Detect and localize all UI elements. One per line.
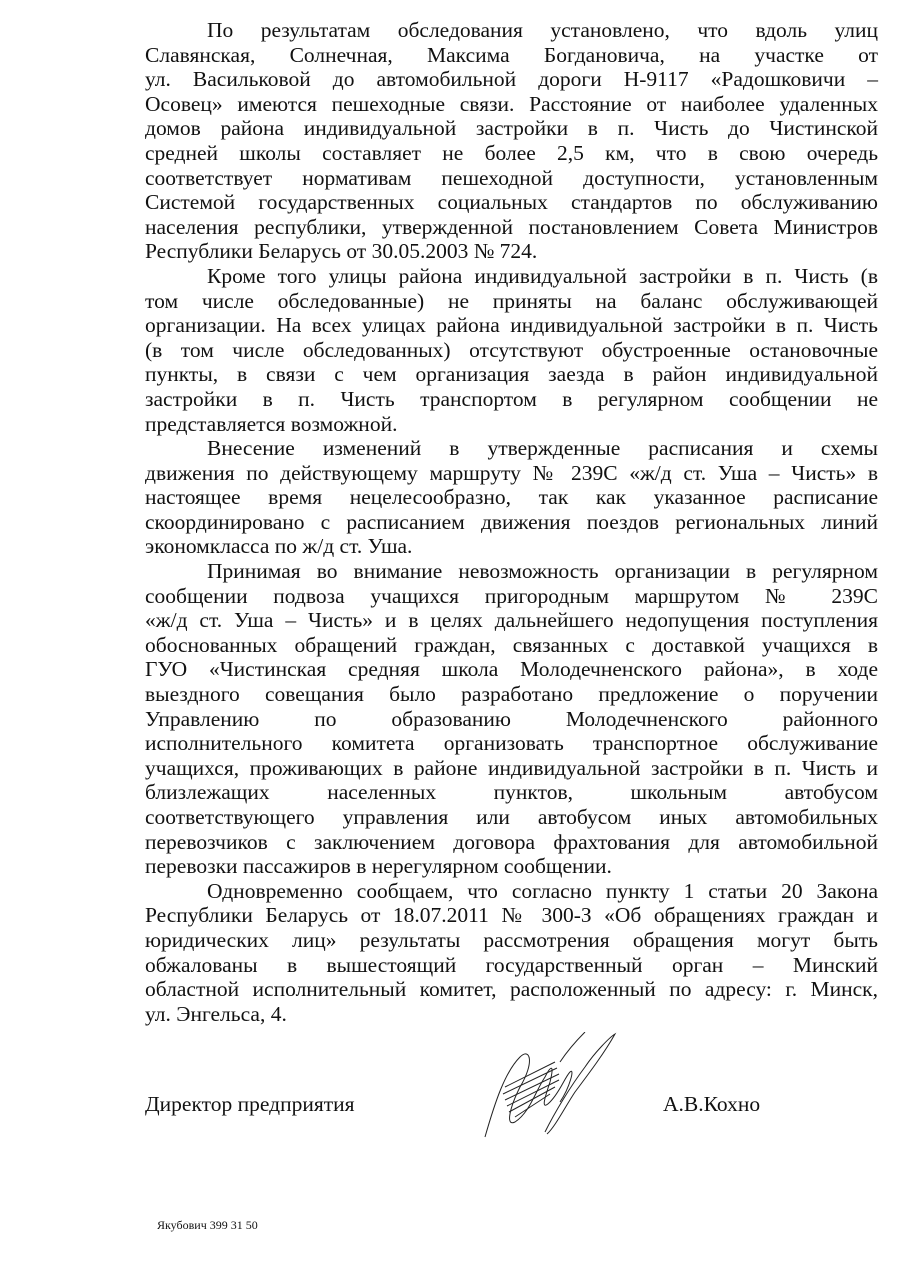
text-line: Осовец» имеются пешеходные связи. Расстояние от наиболее удаленных xyxy=(145,91,878,116)
executor-contact: Якубович 399 31 50 xyxy=(157,1218,258,1232)
text-line: представляется возможной. xyxy=(145,411,398,436)
text-line: том числе обследованные) не приняты на баланс обслуживающей xyxy=(145,288,878,313)
signatory-name: А.В.Кохно xyxy=(663,1092,761,1116)
text-line: Системой государственных социальных стандартов по обслуживанию xyxy=(145,190,878,215)
text-line: скоординировано с расписанием движения поездов региональных линий xyxy=(145,509,878,534)
text-line: областной исполнительный комитет, расположенный по адресу: г. Минск, xyxy=(145,977,878,1002)
text-line: Кроме того улицы района индивидуальной застройки в п. Чисть (в xyxy=(207,263,878,288)
text-line: перевозчиков с заключением договора фрахтования для автомобильной xyxy=(145,829,878,854)
text-line: обжалованы в вышестоящий государственный орган – Минский xyxy=(145,952,878,977)
text-line: ул. Энгельса, 4. xyxy=(145,1001,287,1026)
text-line: ГУО «Чистинская средняя школа Молодечненского района», в ходе xyxy=(145,657,878,682)
text-line: Республики Беларусь от 18.07.2011 № 300-З «Об обращениях граждан и xyxy=(145,903,878,928)
text-line: Принимая во внимание невозможность организации в регулярном xyxy=(207,559,878,584)
text-line: Республики Беларусь от 30.05.2003 № 724. xyxy=(145,239,538,264)
text-line: (в том числе обследованных) отсутствуют обустроенные остановочные xyxy=(145,337,878,362)
text-line: соответствует нормативам пешеходной доступности, установленным xyxy=(145,165,878,190)
text-line: По результатам обследования установлено, что вдоль улиц xyxy=(207,18,878,42)
text-line: Внесение изменений в утвержденные расписания и схемы xyxy=(207,436,878,461)
text-line: Одновременно сообщаем, что согласно пункту 1 статьи 20 Закона xyxy=(207,878,878,903)
text-line: движения по действующему маршруту № 239С «ж/д ст. Уша – Чисть» в xyxy=(145,460,878,485)
text-line: близлежащих населенных пунктов, школьным автобусом xyxy=(145,780,878,805)
text-line: организации. На всех улицах района индивидуальной застройки в п. Чисть xyxy=(145,313,878,338)
text-line: Управлению по образованию Молодечненского районного xyxy=(145,706,878,731)
text-line: учащихся, проживающих в районе индивидуальной застройки в п. Чисть и xyxy=(145,755,878,780)
text-line: средней школы составляет не более 2,5 км, что в свою очередь xyxy=(145,140,878,165)
text-line: Славянская, Солнечная, Максима Богдановича, на участке от xyxy=(145,42,878,67)
text-line: домов района индивидуальной застройки в п. Чисть до Чистинской xyxy=(145,116,878,141)
text-line: «ж/д ст. Уша – Чисть» и в целях дальнейшего недопущения поступления xyxy=(145,608,878,633)
text-line: соответствующего управления или автобусом иных автомобильных xyxy=(145,805,878,829)
text-line: настоящее время нецелесообразно, так как указанное расписание xyxy=(145,485,878,510)
text-line: пункты, в связи с чем организация заезда в район индивидуальной xyxy=(145,362,878,387)
text-line: ул. Васильковой до автомобильной дороги Н-9117 «Радошковичи – xyxy=(145,67,878,92)
letter-body xyxy=(145,18,878,1026)
text-line: экономкласса по ж/д ст. Уша. xyxy=(145,534,413,559)
text-line: обоснованных обращений граждан, связанных с доставкой учащихся в xyxy=(145,632,878,657)
text-line: сообщении подвоза учащихся пригородным маршрутом № 239С xyxy=(145,583,878,608)
text-line: исполнительного комитета организовать транспортное обслуживание xyxy=(145,731,878,756)
text-line: перевозки пассажиров в нерегулярном сообщении. xyxy=(145,854,612,879)
handwritten-signature xyxy=(475,1032,625,1142)
text-line: застройки в п. Чисть транспортом в регулярном сообщении не xyxy=(145,386,878,411)
signatory-position: Директор предприятия xyxy=(145,1092,355,1116)
text-line: выездного совещания было разработано предложение о поручении xyxy=(145,682,878,707)
text-line: населения республики, утвержденной постановлением Совета Министров xyxy=(145,214,878,239)
text-line: юридических лиц» результаты рассмотрения обращения могут быть xyxy=(145,927,878,952)
